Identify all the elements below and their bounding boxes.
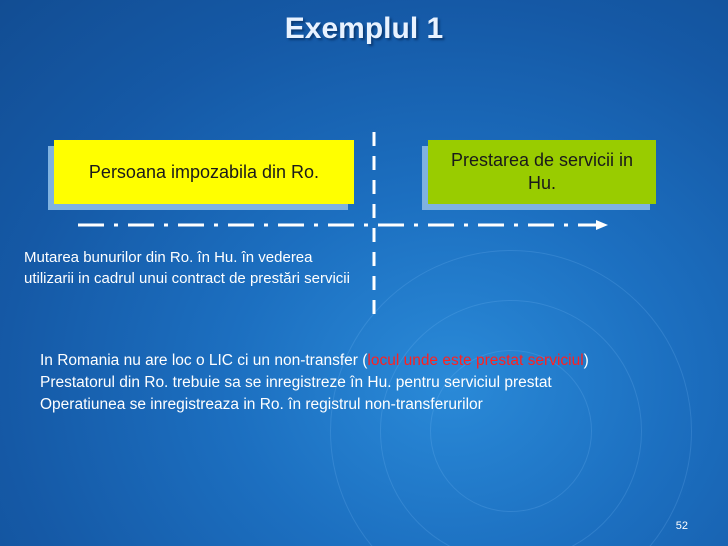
- page-number: 52: [675, 520, 688, 532]
- taxable-person-box: Persoana impozabila din Ro.: [54, 140, 354, 204]
- slide-title: Exemplul 1: [284, 12, 444, 45]
- explanation-line-3: Operatiunea se inregistreaza in Ro. în registrul non-transferurilor: [40, 396, 483, 413]
- explanation-block: [40, 350, 690, 416]
- goods-transfer-arrow: [78, 218, 608, 232]
- explanation-line-1: [40, 350, 690, 372]
- service-provision-box: Prestarea de servicii in Hu.: [428, 140, 656, 204]
- place-of-supply-highlight: locul unde este prestat serviciul: [367, 352, 584, 369]
- explanation-line-2: Prestatorul din Ro. trebuie sa se inregistreze în Hu. pentru serviciul prestat: [40, 374, 552, 391]
- closing-parenthesis: ): [583, 352, 589, 369]
- explanation-line-1-text: In Romania nu are loc o LIC ci un non-transfer (: [40, 352, 368, 369]
- goods-transfer-note: Mutarea bunurilor din Ro. în Hu. în vederea utilizarii in cadrul unui contract de prestări servicii: [24, 249, 350, 287]
